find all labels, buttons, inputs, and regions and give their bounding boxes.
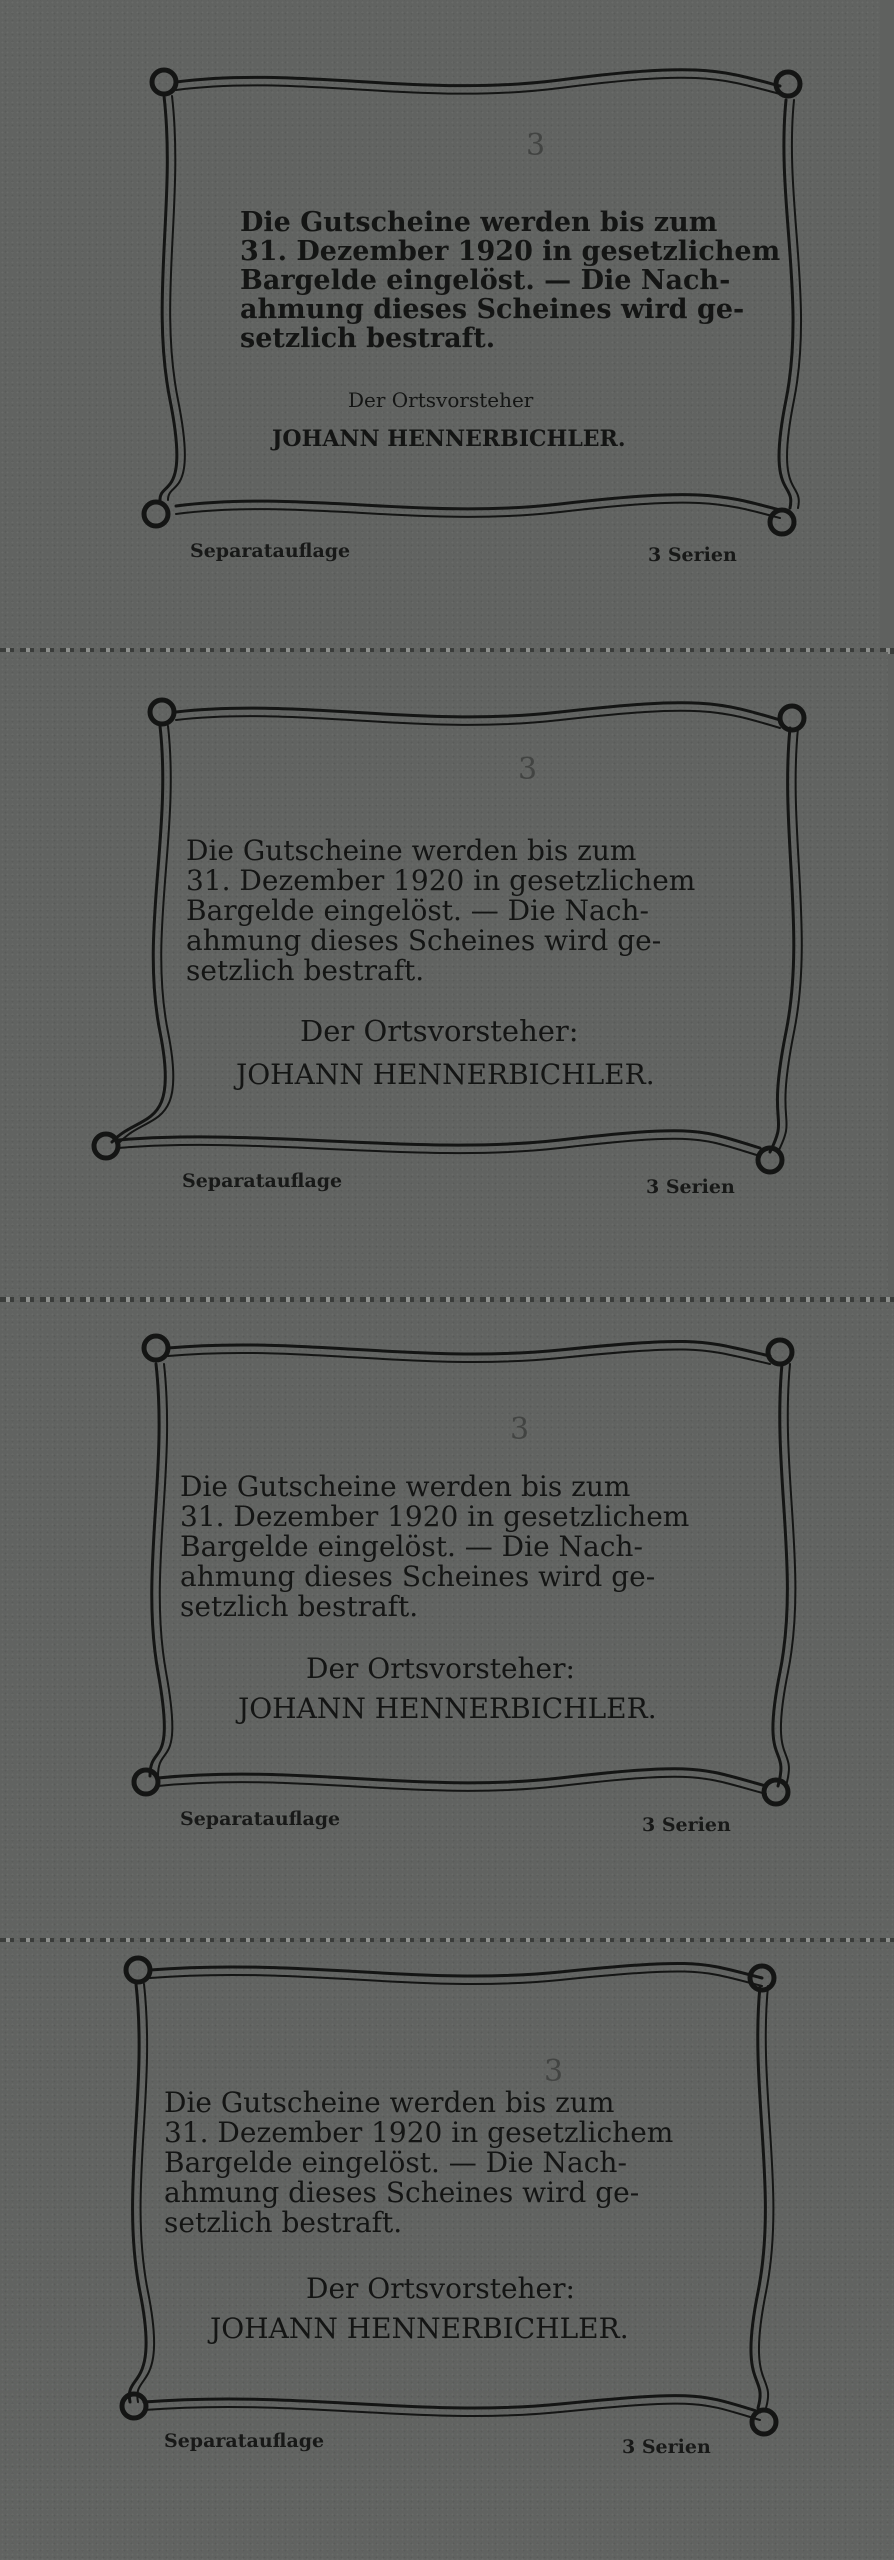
body-line: 31. Dezember 1920 in gesetzlichem bbox=[180, 1500, 690, 1533]
voucher-note-4 bbox=[0, 1942, 894, 2560]
body-line: setzlich bestraft. bbox=[186, 954, 425, 987]
body-line: setzlich bestraft. bbox=[164, 2206, 403, 2239]
series-mark: 3 bbox=[544, 2054, 564, 2089]
body-line: Die Gutscheine werden bis zum bbox=[180, 1470, 631, 1503]
note-body bbox=[186, 836, 786, 986]
note-body bbox=[180, 1472, 780, 1622]
body-line: Bargelde eingelöst. — Die Nach- bbox=[240, 265, 731, 296]
body-line: 31. Dezember 1920 in gesetzlichem bbox=[186, 864, 696, 897]
body-line: ahmung dieses Scheines wird ge- bbox=[240, 294, 745, 325]
footer-edition: Separatauflage bbox=[164, 2430, 325, 2452]
ornamental-frame bbox=[0, 1942, 894, 2560]
series-mark: 3 bbox=[510, 1412, 530, 1447]
signer-name: JOHANN HENNERBICHLER. bbox=[210, 2312, 629, 2345]
footer-edition: Separatauflage bbox=[190, 540, 351, 562]
body-line: Die Gutscheine werden bis zum bbox=[164, 2086, 615, 2119]
body-line: Bargelde eingelöst. — Die Nach- bbox=[186, 894, 649, 927]
series-mark: 3 bbox=[526, 128, 546, 163]
series-mark: 3 bbox=[518, 752, 538, 787]
signer-name: JOHANN HENNERBICHLER. bbox=[272, 426, 626, 452]
signer-name: JOHANN HENNERBICHLER. bbox=[238, 1692, 657, 1725]
body-line: Die Gutscheine werden bis zum bbox=[240, 207, 718, 238]
note-body bbox=[240, 208, 800, 353]
voucher-note-1 bbox=[0, 0, 880, 650]
footer-series: 3 Serien bbox=[622, 2436, 711, 2458]
footer-series: 3 Serien bbox=[642, 1814, 731, 1836]
body-line: Die Gutscheine werden bis zum bbox=[186, 834, 637, 867]
footer-series: 3 Serien bbox=[648, 544, 737, 566]
body-line: ahmung dieses Scheines wird ge- bbox=[180, 1560, 656, 1593]
body-line: setzlich bestraft. bbox=[180, 1590, 419, 1623]
signer-title: Der Ortsvorsteher: bbox=[306, 2272, 575, 2305]
body-line: setzlich bestraft. bbox=[240, 323, 496, 354]
footer-edition: Separatauflage bbox=[180, 1808, 341, 1830]
footer-series: 3 Serien bbox=[646, 1176, 735, 1198]
signer-title: Der Ortsvorsteher bbox=[348, 388, 534, 412]
body-line: ahmung dieses Scheines wird ge- bbox=[186, 924, 662, 957]
footer-edition: Separatauflage bbox=[182, 1170, 343, 1192]
signer-title: Der Ortsvorsteher: bbox=[306, 1652, 575, 1685]
body-line: ahmung dieses Scheines wird ge- bbox=[164, 2176, 640, 2209]
voucher-note-3 bbox=[0, 1302, 894, 1940]
body-line: Bargelde eingelöst. — Die Nach- bbox=[180, 1530, 643, 1563]
body-line: 31. Dezember 1920 in gesetzlichem bbox=[164, 2116, 674, 2149]
body-line: Bargelde eingelöst. — Die Nach- bbox=[164, 2146, 627, 2179]
signer-title: Der Ortsvorsteher: bbox=[300, 1014, 579, 1048]
signer-name: JOHANN HENNERBICHLER. bbox=[236, 1058, 655, 1091]
note-body bbox=[164, 2088, 764, 2238]
voucher-note-2 bbox=[0, 652, 888, 1300]
body-line: 31. Dezember 1920 in gesetzlichem bbox=[240, 236, 781, 267]
